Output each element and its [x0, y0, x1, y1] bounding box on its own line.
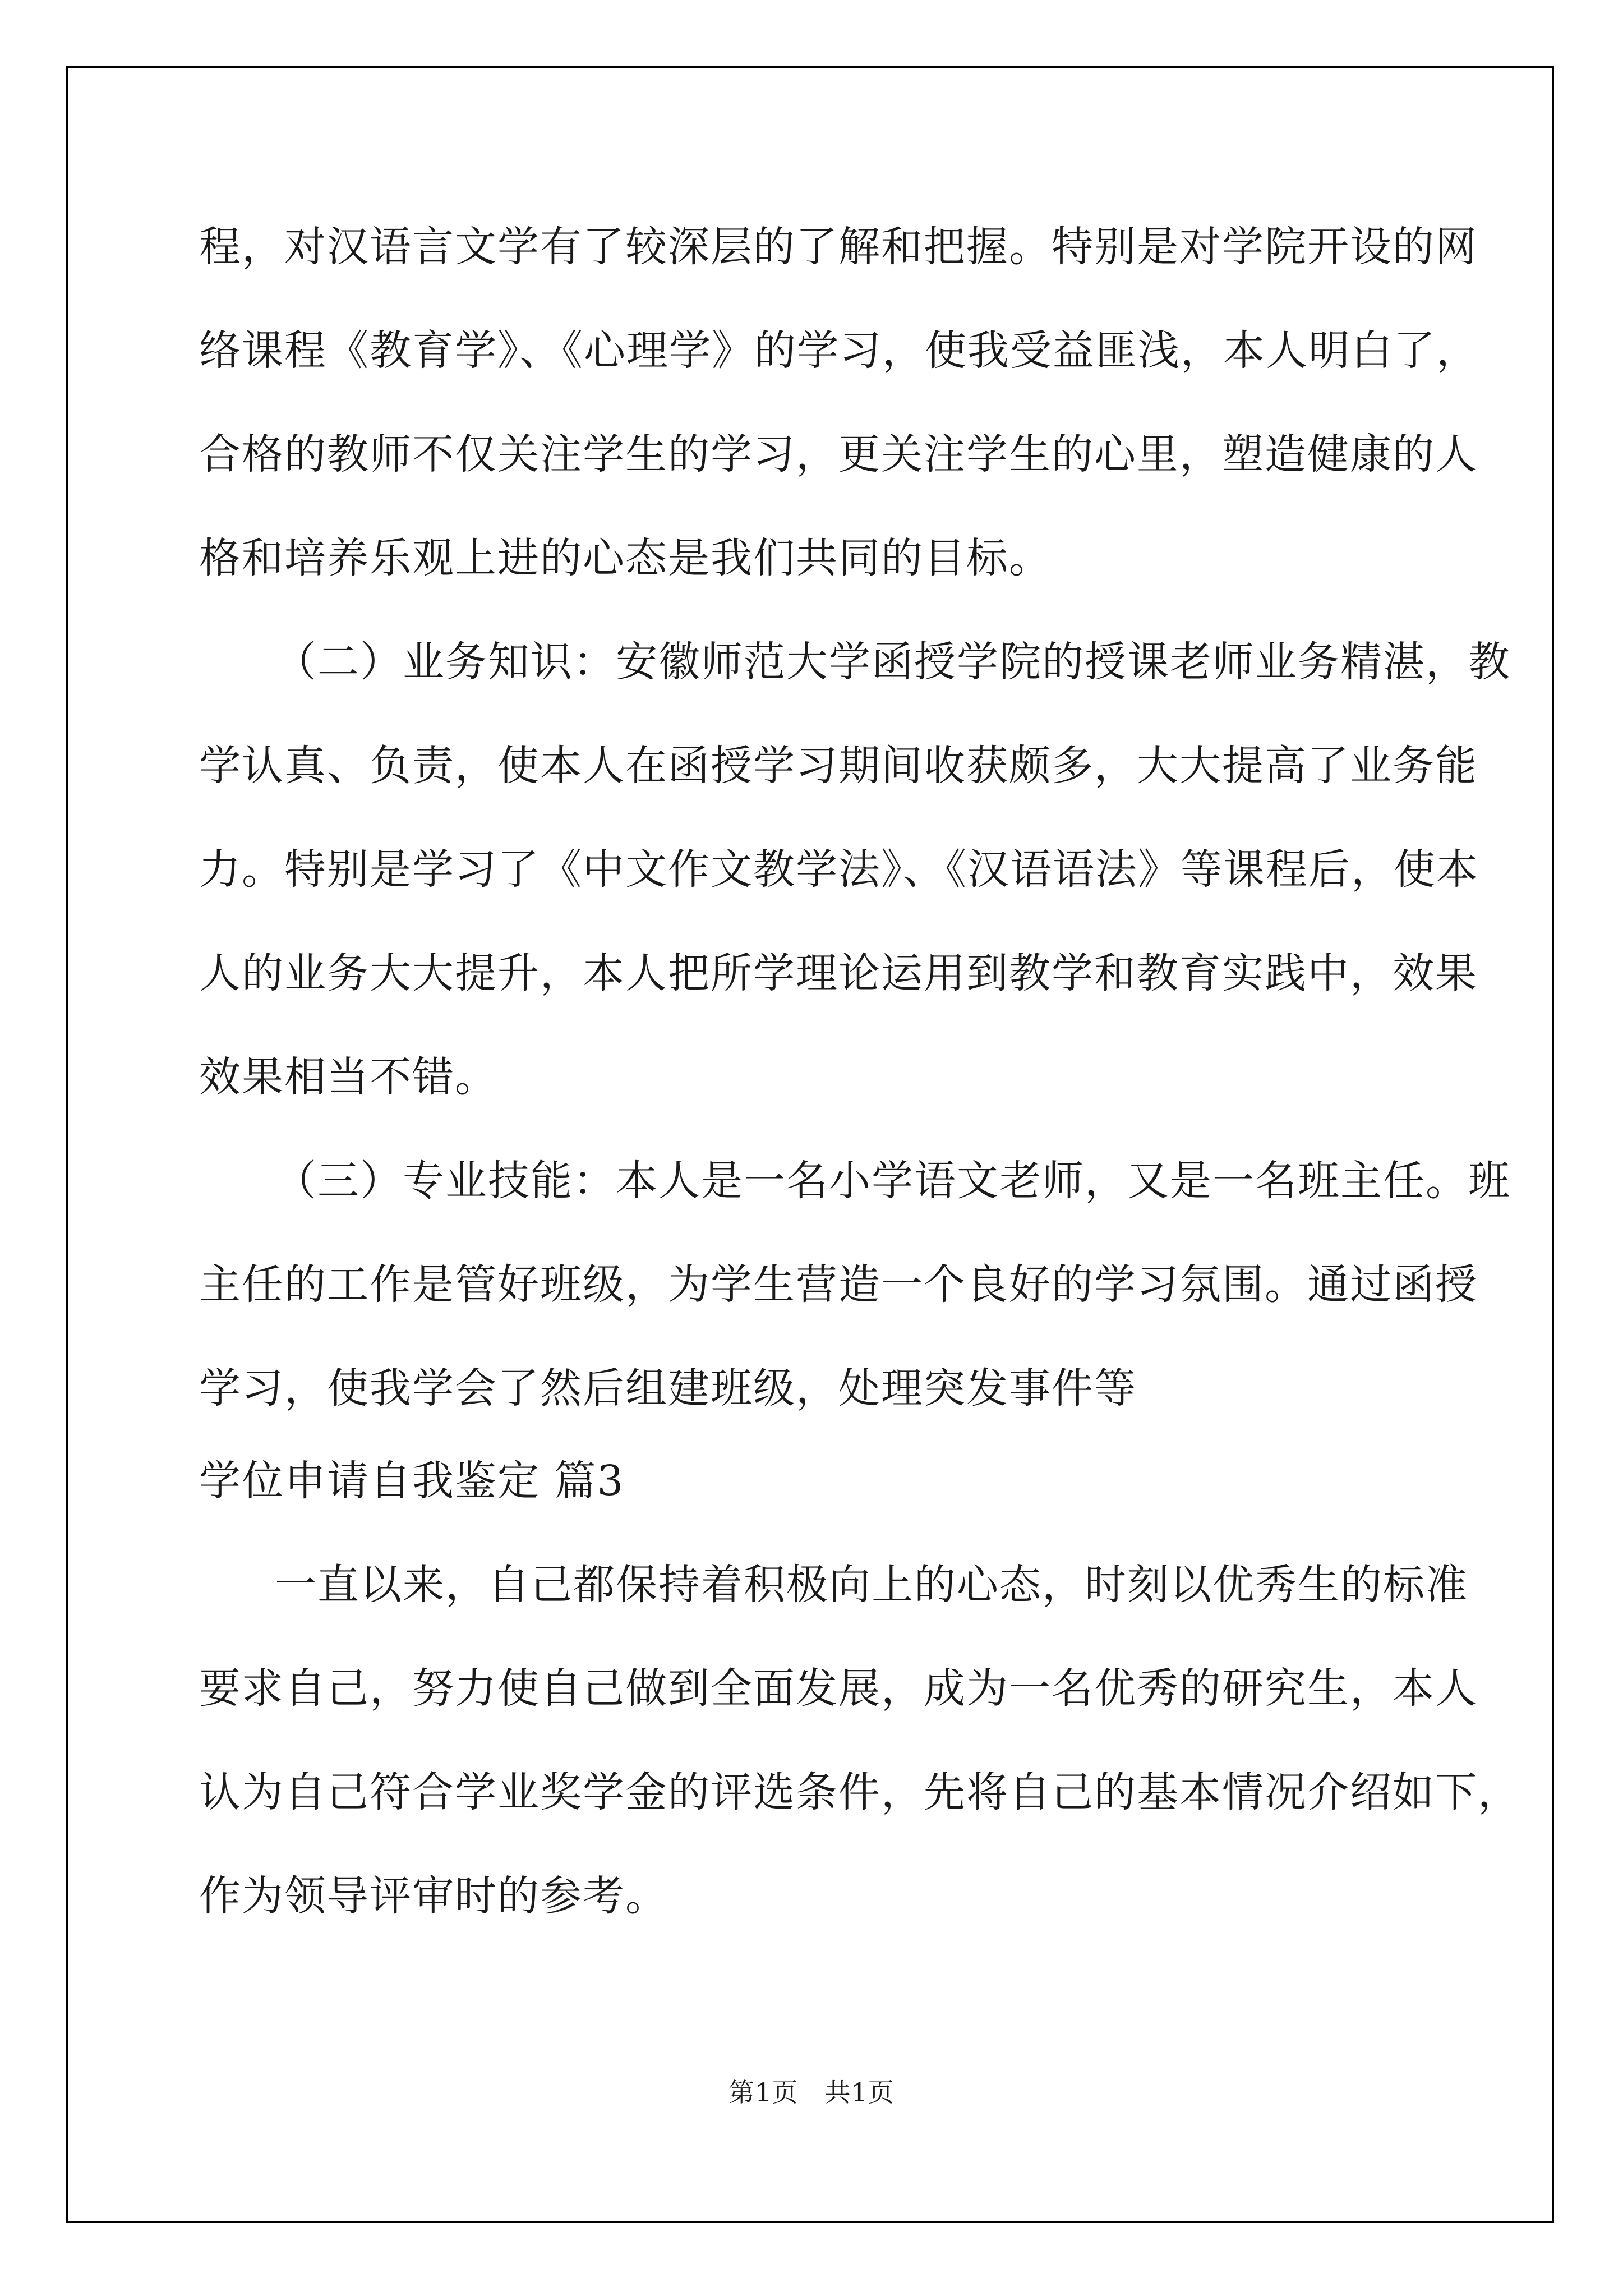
body-line: 认为自己符合学业奖学金的评选条件，先将自己的基本情况介绍如下， [199, 1768, 1520, 1816]
section-heading: 学位申请自我鉴定 篇3 [199, 1457, 625, 1505]
body-line: 要求自己，努力使自己做到全面发展，成为一名优秀的研究生，本人 [199, 1664, 1478, 1713]
body-line: 学习，使我学会了然后组建班级，处理突发事件等 [199, 1364, 1137, 1412]
body-line: 合格的教师不仅关注学生的学习，更关注学生的心里，塑造健康的人 [199, 430, 1478, 478]
body-line: 络课程《教育学》、《心理学》的学习，使我受益匪浅，本人明白了， [199, 326, 1479, 375]
body-line: 作为领导评审时的参考。 [199, 1872, 668, 1920]
body-line: 学认真、负责，使本人在函授学习期间收获颇多，大大提高了业务能 [199, 742, 1478, 790]
paragraph-start-line: （三）专业技能：本人是一名小学语文老师，又是一名班主任。班 [275, 1157, 1511, 1205]
body-line: 格和培养乐观上进的心态是我们共同的目标。 [199, 534, 1052, 582]
page-number-footer: 第1页 共1页 [728, 2077, 895, 2108]
body-line: 效果相当不错。 [199, 1053, 497, 1101]
paragraph-start-line: 一直以来，自己都保持着积极向上的心态，时刻以优秀生的标准 [275, 1561, 1468, 1609]
body-line: 人的业务大大提升，本人把所学理论运用到教学和教育实践中，效果 [199, 949, 1478, 997]
paragraph-start-line: （二）业务知识：安徽师范大学函授学院的授课老师业务精湛，教 [275, 638, 1511, 686]
body-line: 程，对汉语言文学有了较深层的了解和把握。特别是对学院开设的网 [199, 223, 1478, 271]
body-line: 力。特别是学习了《中文作文教学法》、《汉语语法》等课程后，使本 [199, 845, 1479, 894]
body-line: 主任的工作是管好班级，为学生营造一个良好的学习氛围。通过函授 [199, 1260, 1478, 1309]
